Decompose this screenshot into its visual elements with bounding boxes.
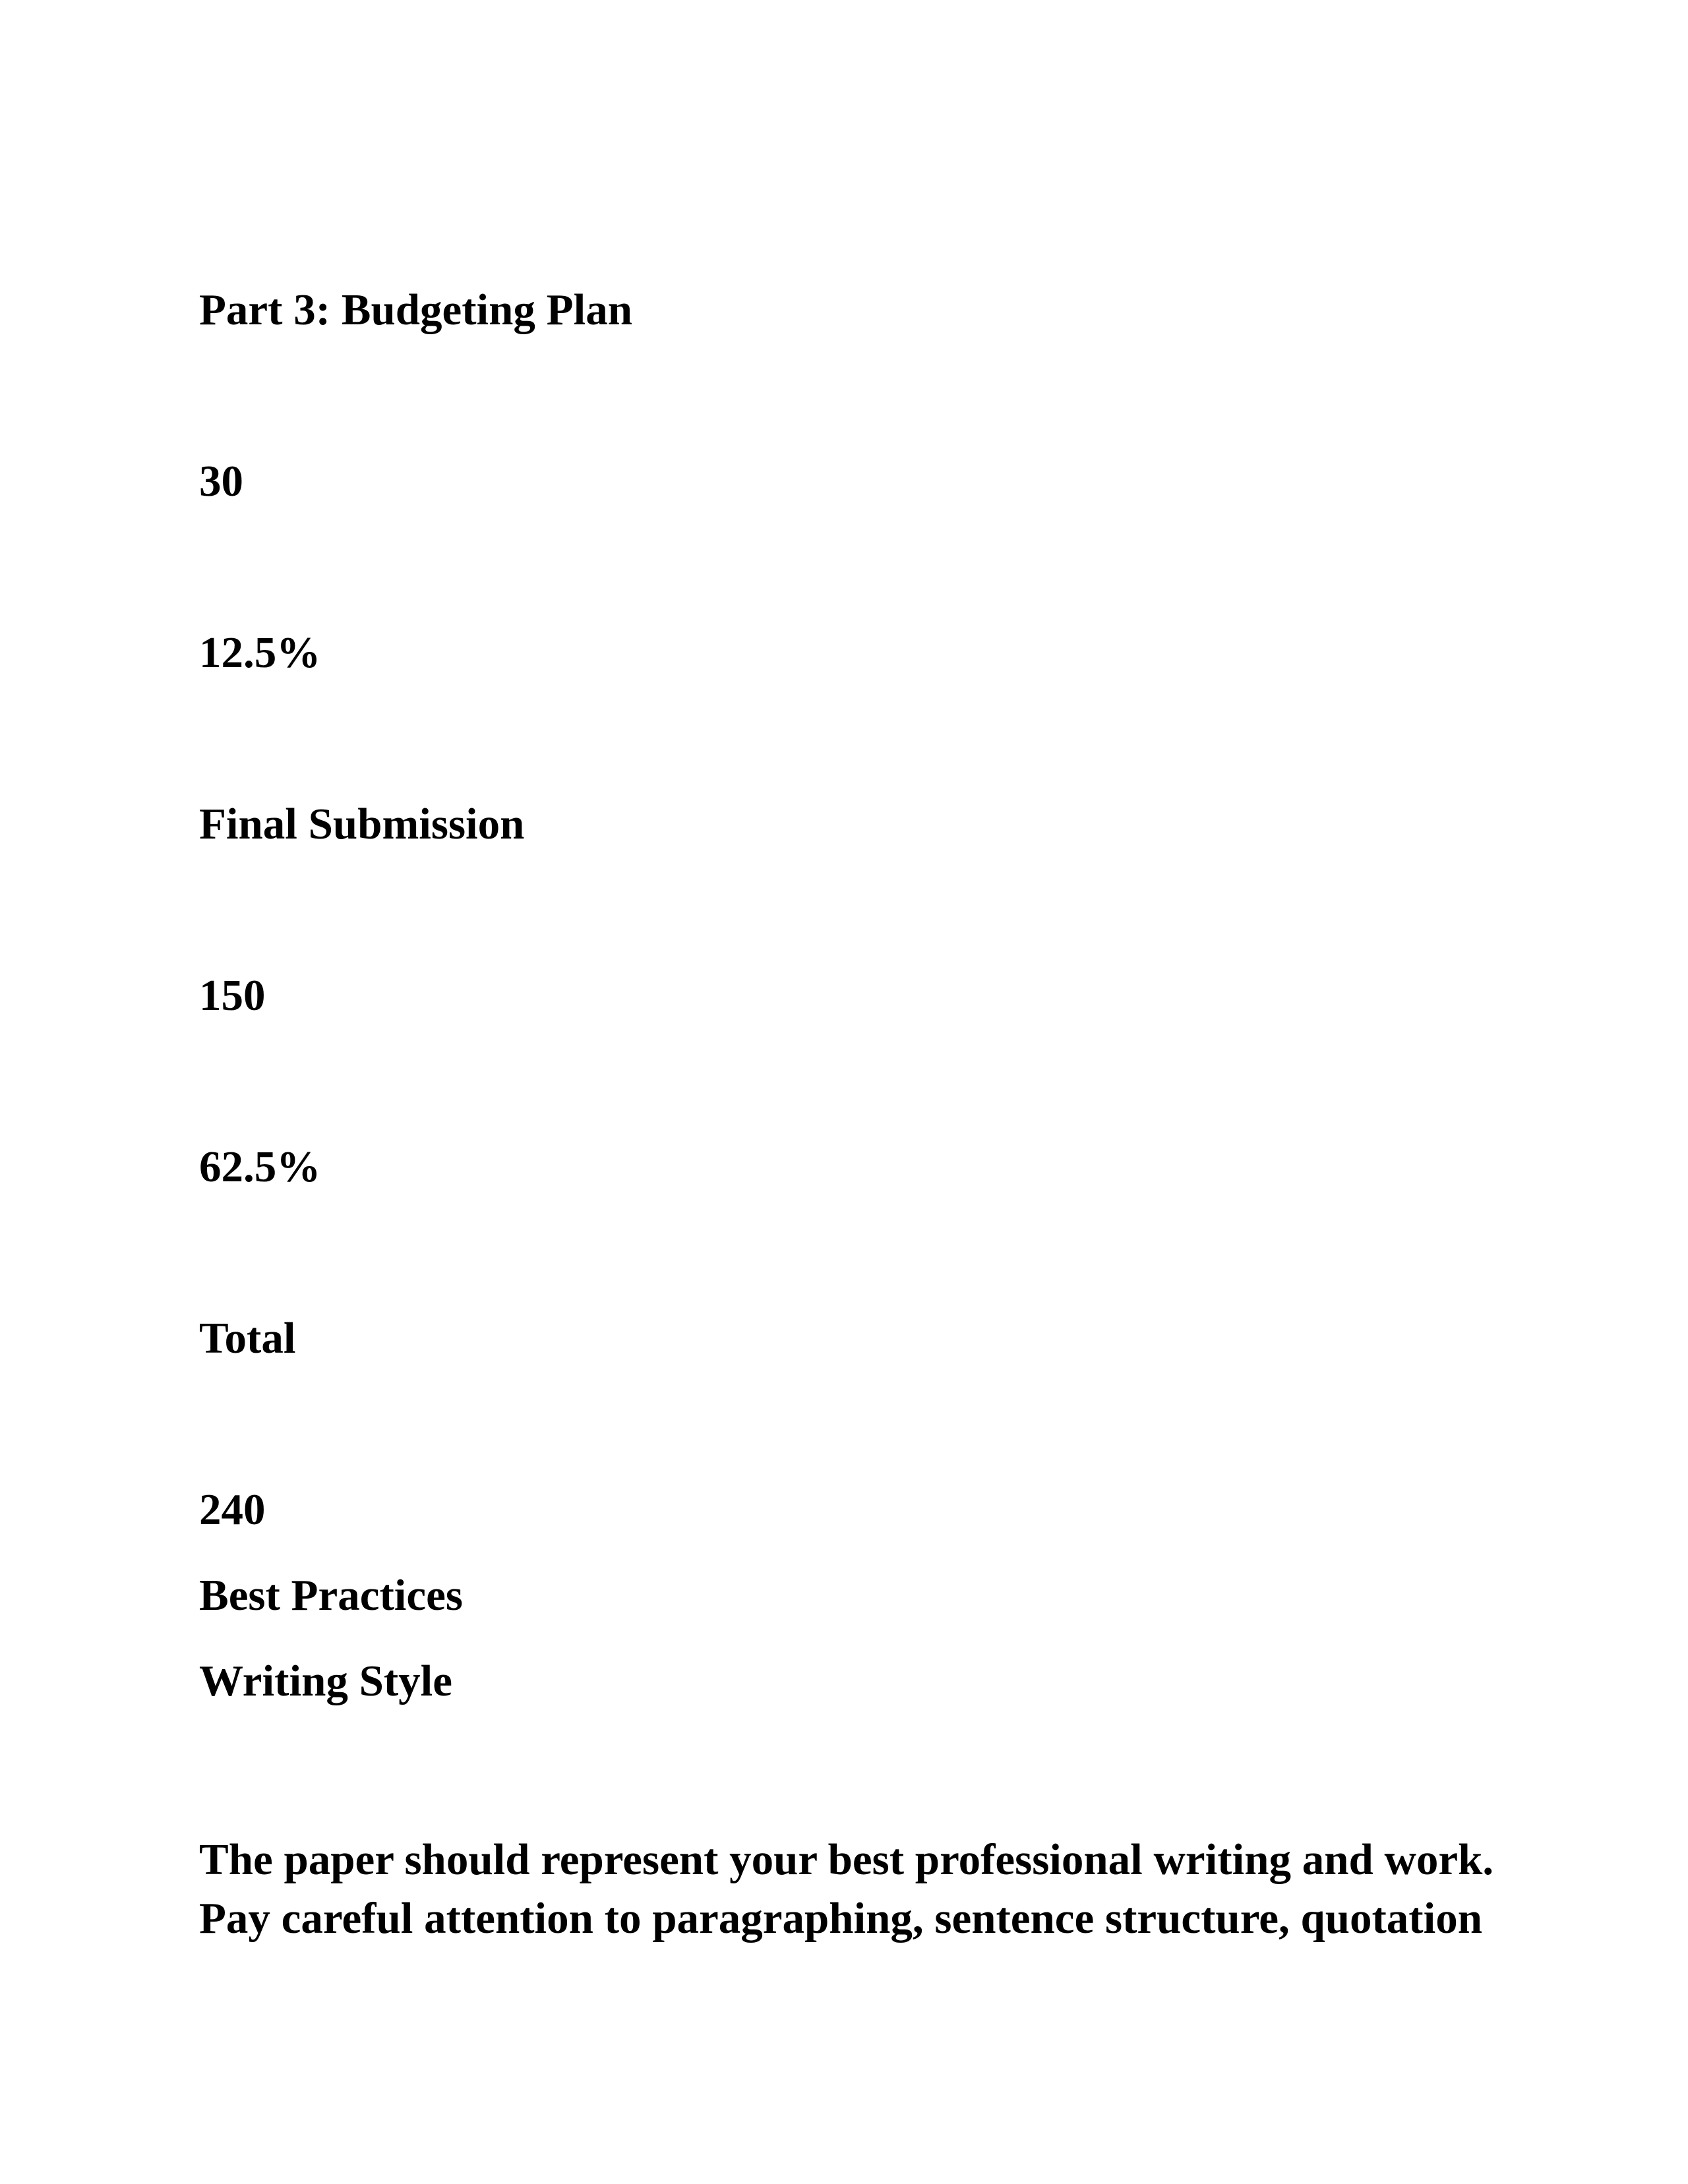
final-submission-label: Final Submission <box>199 800 525 848</box>
paragraph-line: Pay careful attention to paragraphing, sentence structure, quotation <box>199 1894 1482 1943</box>
points-value: 30 <box>199 457 243 506</box>
writing-style-paragraph <box>199 1831 1524 1948</box>
total-label: Total <box>199 1314 296 1363</box>
final-submission-points: 150 <box>199 971 266 1020</box>
section-heading-part-3: Part 3: Budgeting Plan <box>199 285 632 334</box>
best-practices-heading: Best Practices <box>199 1571 463 1620</box>
percentage-value: 12.5% <box>199 628 321 677</box>
paragraph-line: The paper should represent your best professional writing and work. <box>199 1835 1494 1884</box>
final-submission-percentage: 62.5% <box>199 1142 321 1191</box>
writing-style-heading: Writing Style <box>199 1657 453 1705</box>
total-points: 240 <box>199 1485 266 1534</box>
